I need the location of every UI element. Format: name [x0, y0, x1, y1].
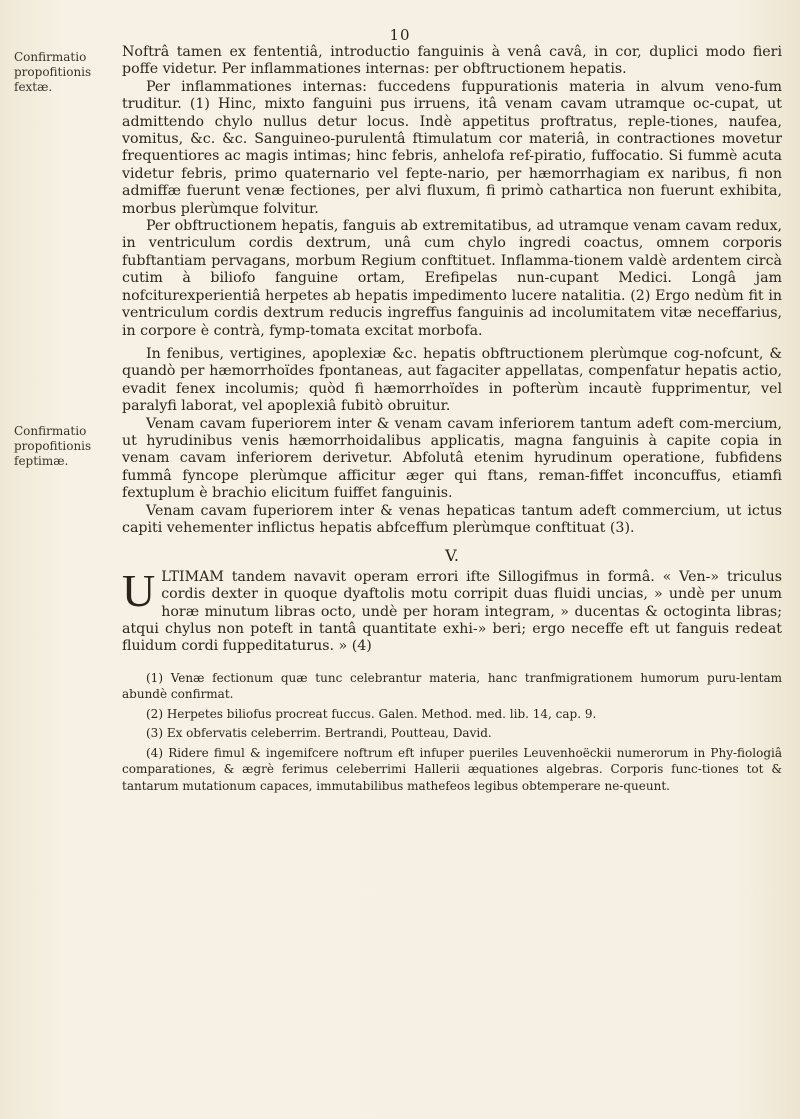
- section-paragraph: [122, 564, 782, 656]
- paragraph: Per inflammationes internas: fuccedens fuppurationis materia in alvum veno-fum truditur. (1) Hinc, mixto fanguini pus irruens, itâ venam cavam utramque oc-cupat, ut admittendo chylo nullus detur locus. Indè appetitus proftratus, reple-tiones, naufea, vomitus, &c. &c. Sanguineo-purulentâ ftimulatum cor materiâ, in contractiones movetur frequentiores ac magis intimas; hinc febris, anhelofa ref-piratio, fuffocatio. Si fummè acuta videtur febris, primo quaternario vel fepte-nario, per hæmorrhagiam ex naribus, fi non admiffæ fuerunt venæ fectiones, per alvi fluxum, fi primò cathartica non fuerunt exhibita, morbus plerùmque folvitur.: [122, 78, 782, 217]
- paragraph: Per obftructionem hepatis, fanguis ab extremitatibus, ad utramque venam cavam redux, in ventriculum cordis dextrum, unâ cum chylo ingredi coactus, omnem corporis fubftantiam pervagans, morbum Regium conftituet. Inflamma-tionem valdè ardentem circà cutim à biliofo fanguine ortam, Erefipelas nun-cupant Medici. Longâ jam nofciturexperientiâ herpetes ab hepatis impedimento lucere natalitia. (2) Ergo nedùm fit in ventriculum cordis dextrum reducis ingreffus fanguinis ad incolumitatem vitæ neceffarius, in corpore è contrà, fymp-tomata excitat morbofa.: [122, 218, 782, 339]
- paragraph: Noftrâ tamen ex fententiâ, introductio fanguinis à venâ cavâ, in cor, duplici modo fieri poffe videtur. Per inflammationes internas: per obftructionem hepatis.: [122, 44, 782, 78]
- footnote: (4) Ridere fimul & ingemifcere noftrum eft infuper pueriles Leuvenhoëckii numerorum in Phy-fiologiâ comparationes, & ægrè ferimus celeberrimi Hallerii æquationes algebras. Corporis func-tiones tot & tantarum mutationum capaces, immutabilibus mathefeos legibus obtemperare ne-queunt.: [122, 745, 782, 793]
- paragraph: Venam cavam fuperiorem inter & venas hepaticas tantum adeft commercium, ut ictus capiti vehementer inflictus hepatis abfceffum plerùmque conftituat (3).: [122, 502, 782, 536]
- margin-note-seventh: Confirmatio propofitionis feptimæ.: [14, 424, 92, 468]
- margin-note-sixth: Confirmatio propofitionis fextæ.: [14, 50, 92, 94]
- footnote: (3) Ex obfervatis celeberrim. Bertrandi, Poutteau, David.: [146, 726, 492, 741]
- footnote: (1) Venæ fectionum quæ tunc celebrantur materia, hanc tranfmigrationem humorum puru-lentam abundè confirmat.: [122, 670, 782, 702]
- footnotes: [122, 670, 782, 795]
- footnote: (2) Herpetes biliofus procreat fuccus. Galen. Method. med. lib. 14, cap. 9.: [146, 706, 597, 721]
- page-number: 10: [389, 26, 411, 44]
- drop-cap: U: [122, 564, 156, 616]
- paragraph: In fenibus, vertigines, apoplexiæ &c. hepatis obftructionem plerùmque cog-nofcunt, & quandò per hæmorrhoïdes fpontaneas, aut fagaciter appellatas, compenfatur hepatis actio, evadit fenex incolumis; quòd fi hæmorrhoïdes in pofterùm incautè fupprimentur, vel paralyfi laborat, vel apoplexiâ fubitò obruitur.: [122, 345, 782, 415]
- main-text: [122, 44, 782, 797]
- section-heading: V.: [445, 546, 459, 566]
- paragraph: Venam cavam fuperiorem inter & venam cavam inferiorem tantum adeft com-mercium, ut hyrudinibus venis hæmorrhoidalibus applicatis, magna fanguinis à capite copia in venam cavam inferiorem derivetur. Abfolutâ etenim hyrudinum operatione, fubfidens fummâ fyncope plerùmque afficitur æger qui ftans, reman-fiffet inconcuffus, etiamfi fextuplum è brachio elicitum fuiffet fanguinis.: [122, 415, 782, 502]
- section-text: LTIMAM tandem navavit operam errori ifte Sillogifmus in formâ. « Ven-» triculus cordis dexter in quoque dyaftolis motu corripit duas fluidi uncias, » undè per unum horæ minutum libras octo, undè per horam integram, » ducentas & octoginta libras; atqui chylus non poteft in tantâ quantitate exhi-» beri; ergo neceffe eft ut fanguis redeat fluidum cordi fuppeditaturus. » (4): [122, 568, 782, 655]
